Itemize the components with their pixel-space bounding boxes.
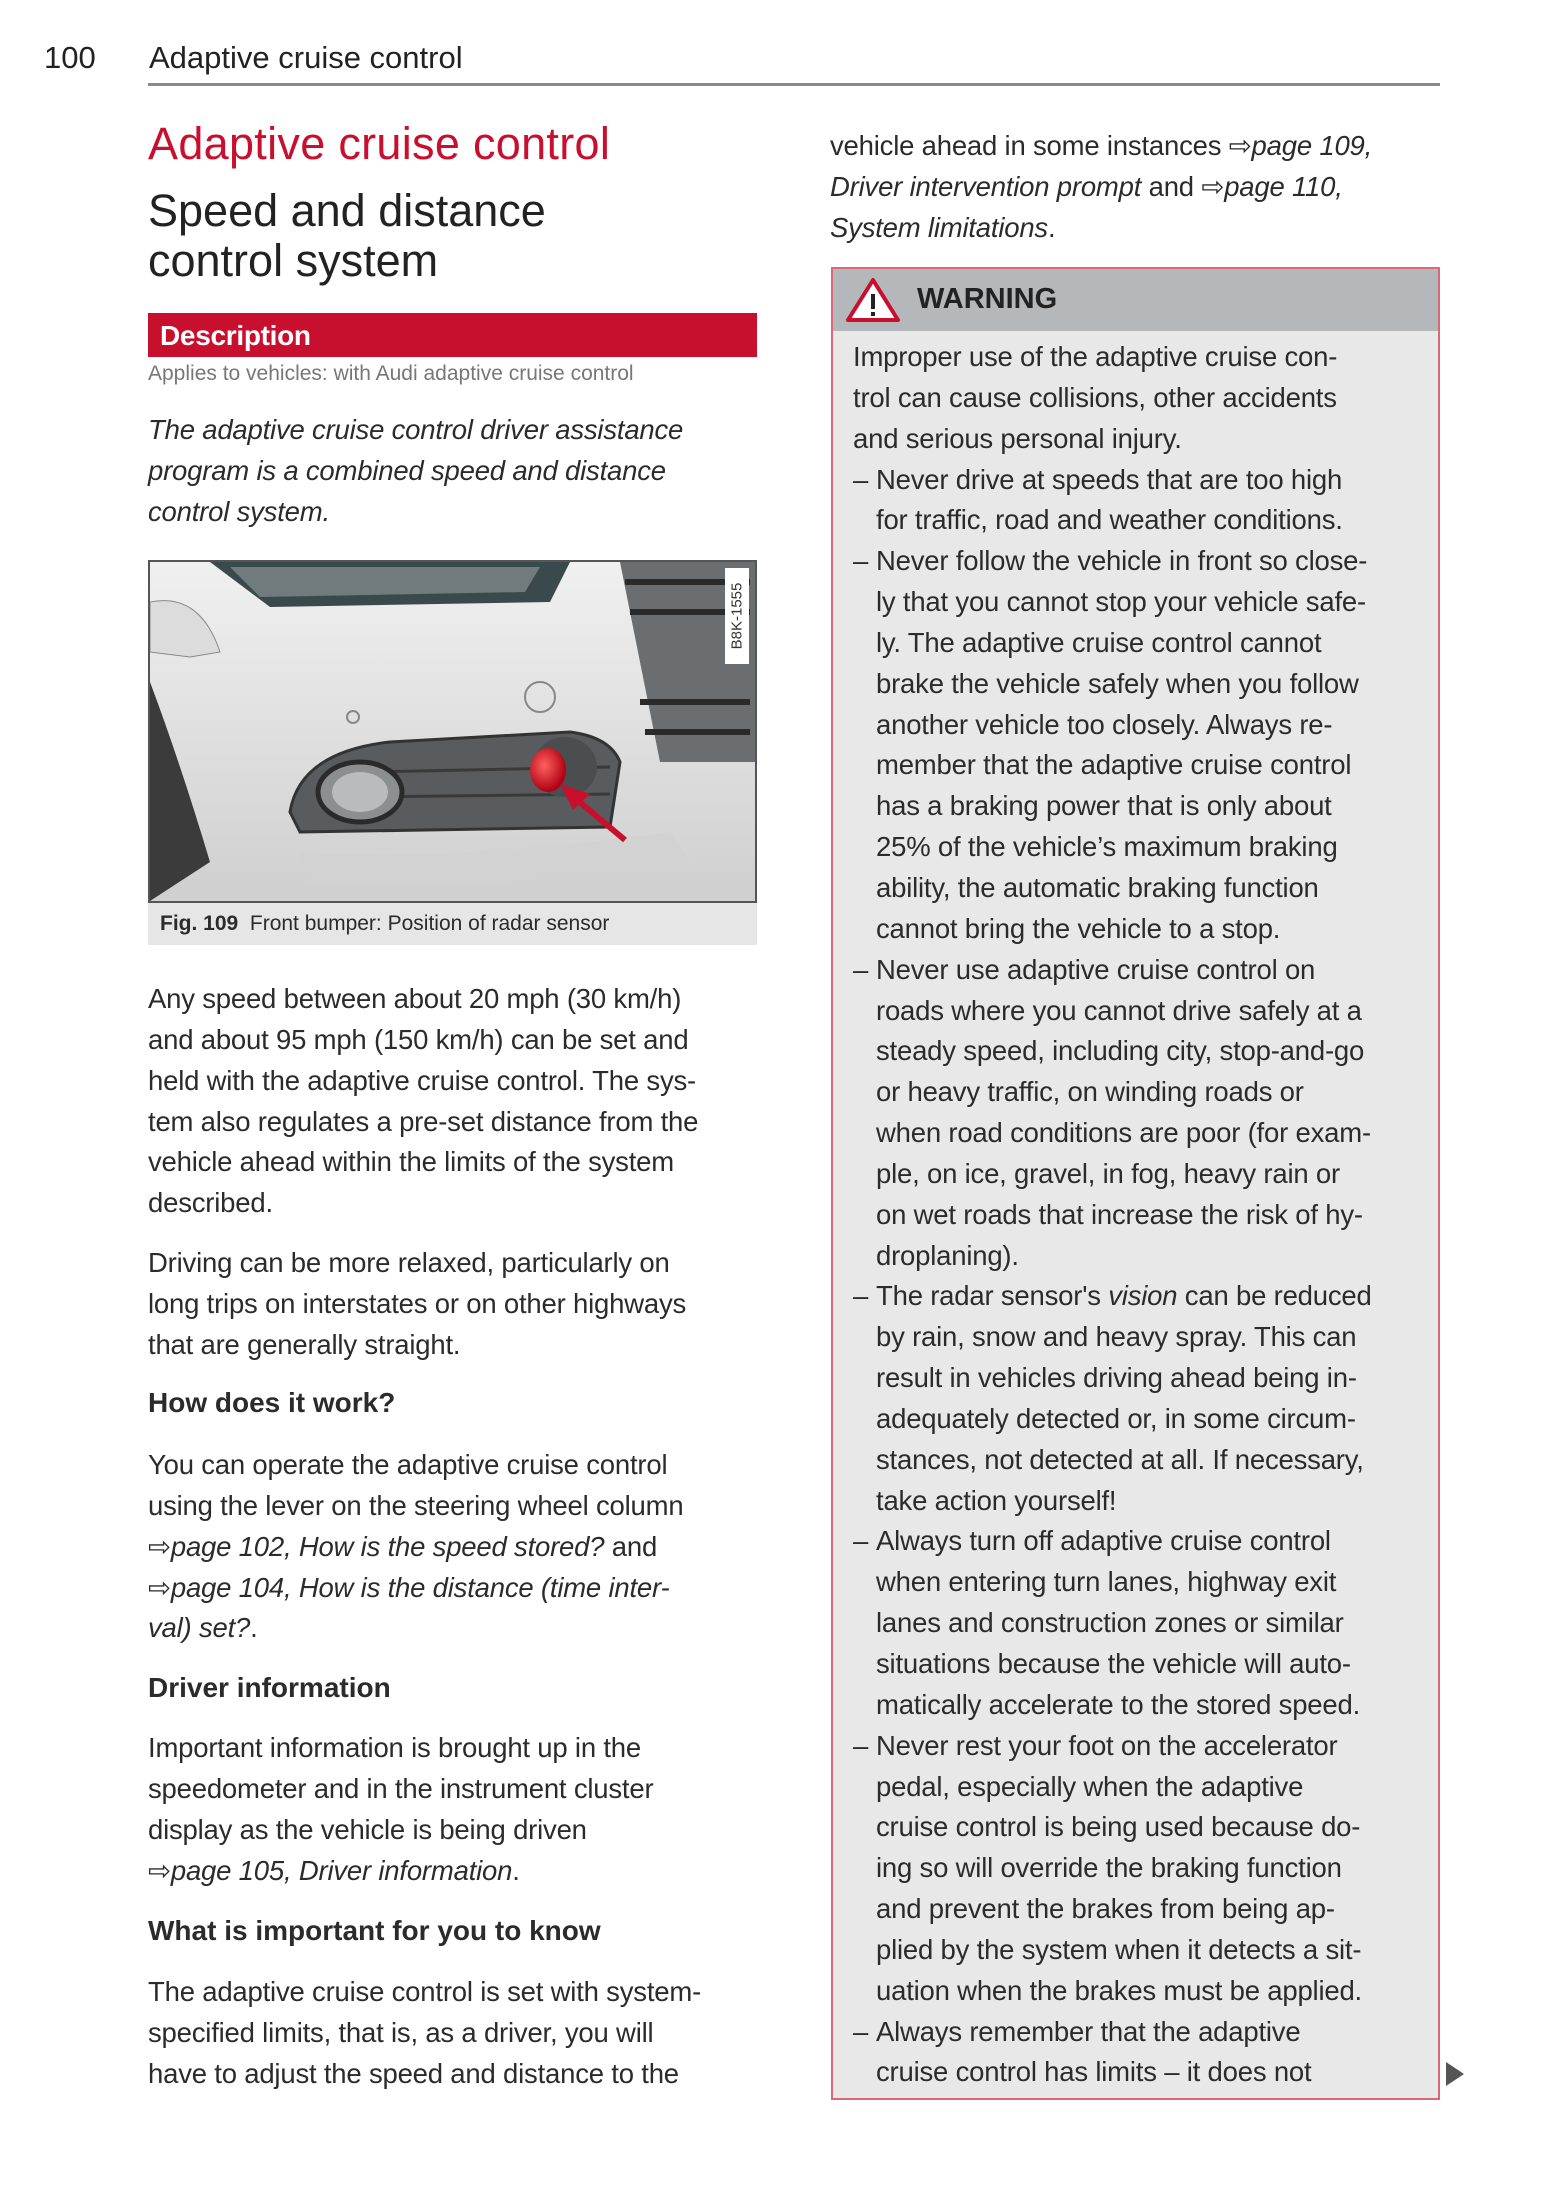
bullet-dash: –	[853, 545, 869, 577]
text-run: cannot bring the vehicle to a stop.	[876, 912, 1281, 944]
warning-bullet	[853, 2012, 1372, 2094]
warning-line	[876, 1848, 1372, 1889]
figure-caption-text: Front bumper: Position of radar sensor	[249, 912, 610, 935]
warning-line	[876, 1685, 1372, 1726]
text-run: another vehicle too closely. Always re-	[876, 708, 1333, 740]
warning-line	[876, 1644, 1372, 1685]
text-run: vehicle ahead in some instances ⇨	[830, 130, 1252, 161]
bumper-drawing	[150, 562, 755, 901]
text-run: by rain, snow and heavy spray. This can	[876, 1321, 1357, 1353]
text-line	[830, 167, 1372, 208]
text-line	[148, 1527, 683, 1568]
warning-bullet	[853, 1726, 1372, 2012]
text-run: Never drive at speeds that are too high	[876, 463, 1343, 495]
running-title: Adaptive cruise control	[149, 40, 463, 75]
text-run: when entering turn lanes, highway exit	[876, 1566, 1337, 1598]
text-line	[148, 1061, 698, 1102]
text-run: situations because the vehicle will auto-	[876, 1648, 1351, 1679]
text-run: trol can cause collisions, other accidents	[853, 381, 1337, 413]
warning-header	[833, 269, 1438, 331]
text-run: cruise control is being used because do-	[876, 1811, 1361, 1843]
text-run: lanes and construction zones or similar	[876, 1607, 1344, 1639]
warning-line	[876, 1031, 1372, 1072]
text-line	[148, 1851, 653, 1892]
warning-line	[876, 1236, 1372, 1277]
text-run: and serious personal injury.	[853, 422, 1182, 454]
text-run: ⇨	[148, 1530, 171, 1562]
text-run: display as the vehicle is being driven	[148, 1813, 587, 1845]
text-line	[148, 1445, 683, 1486]
figure-code	[725, 568, 749, 664]
warning-line	[876, 827, 1372, 868]
cross-reference-link: page 104, How is the distance (time inter-	[170, 1571, 670, 1603]
warning-bullet	[853, 541, 1372, 949]
text-line	[148, 979, 698, 1020]
cross-reference-link: page 105, Driver information	[170, 1854, 513, 1886]
text-run: Never rest your foot on the accelerator	[876, 1729, 1338, 1761]
bullet-dash: –	[853, 1729, 869, 1761]
cross-reference-link: vision	[1108, 1280, 1178, 1312]
text-line	[148, 1020, 698, 1061]
warning-line	[876, 1807, 1372, 1848]
text-run: matically accelerate to the stored speed.	[876, 1688, 1361, 1720]
text-line	[148, 1243, 686, 1284]
warning-line	[876, 1481, 1372, 1522]
text-run: The adaptive cruise control is set with system-	[148, 1976, 702, 2007]
text-run: can be reduced	[1177, 1280, 1372, 1312]
paragraph	[148, 979, 698, 1224]
text-line	[148, 1568, 683, 1609]
page-number: 100	[44, 40, 96, 75]
text-run: long trips on interstates or on other highways	[148, 1287, 687, 1319]
text-run: ability, the automatic braking function	[876, 871, 1319, 903]
intro-line	[148, 410, 683, 451]
paragraph	[148, 1445, 683, 1649]
cross-reference-link: program is a combined speed and distance	[148, 454, 666, 486]
warning-line	[876, 1767, 1372, 1808]
text-run: pedal, especially when the adaptive	[876, 1770, 1304, 1802]
cross-reference-link: System limitations	[830, 211, 1048, 243]
text-run: on wet roads that increase the risk of hy-	[876, 1198, 1363, 1230]
text-run: Important information is brought up in the	[148, 1732, 641, 1763]
chapter-title: Adaptive cruise control	[148, 118, 611, 169]
text-run: plied by the system when it detects a sit-	[876, 1933, 1362, 1965]
text-run: roads where you cannot drive safely at a	[876, 994, 1362, 1026]
text-run: have to adjust the speed and distance to the	[148, 2057, 679, 2089]
text-line	[148, 1284, 686, 1325]
figure-code-text: B8K-1555	[728, 582, 746, 650]
text-run: and prevent the brakes from being ap-	[876, 1893, 1335, 1925]
text-run: ⇨	[148, 1571, 171, 1603]
text-run: .	[512, 1854, 520, 1886]
subheading: How does it work?	[148, 1387, 396, 1418]
warning-line	[876, 745, 1372, 786]
text-line	[148, 1728, 653, 1769]
warning-line	[853, 378, 1372, 419]
text-run: ple, on ice, gravel, in fog, heavy rain or	[876, 1157, 1340, 1189]
warning-line	[876, 500, 1372, 541]
text-run: tem also regulates a pre-set distance from the	[148, 1105, 699, 1137]
cross-reference-link: The adaptive cruise control driver assistance	[148, 414, 684, 445]
text-line	[148, 1769, 653, 1810]
warning-line	[876, 786, 1372, 827]
bullet-dash: –	[853, 1280, 869, 1312]
text-line	[830, 208, 1372, 249]
warning-bullet	[853, 1276, 1372, 1521]
paragraph	[148, 1243, 686, 1366]
warning-line	[876, 1930, 1372, 1971]
warning-line	[876, 1399, 1372, 1440]
warning-bullet	[853, 460, 1372, 542]
warning-line	[876, 1072, 1372, 1113]
text-line	[148, 1102, 698, 1143]
bullet-dash: –	[853, 953, 869, 985]
warning-text	[853, 337, 1372, 2093]
text-run: Always turn off adaptive cruise control	[876, 1525, 1331, 1557]
subheading: Driver information	[148, 1672, 391, 1703]
intro-line	[148, 492, 683, 533]
text-run: .	[1048, 211, 1056, 243]
text-run: when road conditions are poor (for exam-	[876, 1117, 1371, 1149]
figure	[148, 560, 757, 945]
warning-line	[853, 419, 1372, 460]
paragraph	[148, 1972, 701, 2095]
cross-reference-link: page 102, How is the speed stored?	[170, 1530, 605, 1562]
text-line	[148, 2054, 701, 2095]
section-bar-label: Description	[160, 320, 311, 351]
warning-triangle-icon	[845, 277, 901, 323]
section-title-line: Speed and distance	[148, 185, 546, 236]
text-run: and about 95 mph (150 km/h) can be set and	[148, 1023, 689, 1055]
text-run: that are generally straight.	[148, 1328, 461, 1360]
cross-reference-link: Driver intervention prompt	[830, 170, 1142, 202]
text-run: has a braking power that is only about	[876, 790, 1332, 822]
text-line	[148, 1142, 698, 1183]
warning-line	[876, 991, 1372, 1032]
text-line	[148, 1608, 683, 1649]
text-run: steady speed, including city, stop-and-go	[876, 1035, 1365, 1067]
text-run: ing so will override the braking function	[876, 1852, 1342, 1884]
text-run: Driving can be more relaxed, particularly on	[148, 1247, 670, 1278]
cross-reference-link: val) set?	[148, 1612, 251, 1644]
bullet-dash: –	[853, 2015, 869, 2047]
text-run: member that the adaptive cruise control	[876, 749, 1352, 781]
cross-reference-link: control system.	[148, 495, 330, 527]
warning-line	[876, 950, 1372, 991]
text-run: uation when the brakes must be applied.	[876, 1974, 1362, 2006]
text-run: Never follow the vehicle in front so close-	[876, 545, 1368, 577]
warning-line	[876, 1562, 1372, 1603]
warning-line	[876, 1440, 1372, 1481]
text-run: brake the vehicle safely when you follow	[876, 667, 1359, 699]
warning-line	[876, 1113, 1372, 1154]
bullet-dash: –	[853, 463, 869, 495]
section-title	[148, 186, 546, 286]
text-line	[148, 1810, 653, 1851]
bumper-illustration	[148, 560, 757, 903]
text-run: and ⇨	[1141, 170, 1225, 202]
warning-line	[876, 705, 1372, 746]
intro-paragraph	[148, 410, 683, 533]
text-run: 25% of the vehicle’s maximum braking	[876, 831, 1338, 863]
warning-line	[876, 1358, 1372, 1399]
warning-line	[876, 1154, 1372, 1195]
text-run: adequately detected or, in some circum-	[876, 1402, 1356, 1434]
warning-line	[876, 2052, 1372, 2093]
text-run: using the lever on the steering wheel column	[148, 1489, 684, 1521]
warning-line	[876, 1276, 1372, 1317]
text-run: result in vehicles driving ahead being in-	[876, 1362, 1357, 1394]
text-line	[148, 2013, 701, 2054]
figure-label: Fig. 109	[160, 912, 239, 935]
cross-reference-link: page 109,	[1251, 130, 1373, 161]
text-line	[830, 126, 1372, 167]
warning-line	[876, 2012, 1372, 2053]
warning-label: WARNING	[917, 283, 1058, 315]
paragraph	[148, 1728, 653, 1891]
warning-line	[876, 623, 1372, 664]
warning-line	[876, 1971, 1372, 2012]
warning-line	[876, 1521, 1372, 1562]
cross-reference-link: page 110,	[1224, 170, 1343, 202]
warning-line	[876, 868, 1372, 909]
cross-reference-paragraph	[830, 126, 1372, 249]
text-run: or heavy traffic, on winding roads or	[876, 1076, 1304, 1108]
text-run: described.	[148, 1187, 273, 1219]
header-divider	[148, 83, 1440, 86]
applies-note: Applies to vehicles: with Audi adaptive cruise control	[148, 362, 634, 385]
warning-line	[876, 1603, 1372, 1644]
section-title-line: control system	[148, 235, 439, 286]
warning-line	[876, 1889, 1372, 1930]
figure-caption	[148, 903, 757, 945]
bullet-dash: –	[853, 1525, 869, 1557]
warning-line	[876, 1195, 1372, 1236]
text-line	[148, 1325, 686, 1366]
subheading: What is important for you to know	[148, 1915, 601, 1946]
warning-line	[876, 909, 1372, 950]
warning-line	[876, 1726, 1372, 1767]
text-line	[148, 1486, 683, 1527]
text-run: ⇨	[148, 1854, 171, 1886]
text-run: ly that you cannot stop your vehicle safe-	[876, 586, 1366, 618]
text-run: Improper use of the adaptive cruise con-	[853, 341, 1338, 372]
section-bar	[148, 313, 757, 357]
text-run: vehicle ahead within the limits of the system	[148, 1146, 674, 1178]
warning-box	[831, 267, 1440, 2100]
text-run: You can operate the adaptive cruise control	[148, 1449, 668, 1480]
text-run: cruise control has limits – it does not	[876, 2056, 1312, 2088]
warning-bullet	[853, 950, 1372, 1277]
text-run: Any speed between about 20 mph (30 km/h)	[148, 983, 682, 1014]
text-run: ly. The adaptive cruise control cannot	[876, 626, 1322, 658]
text-run: Never use adaptive cruise control on	[876, 953, 1316, 985]
warning-bullet	[853, 1521, 1372, 1725]
warning-line	[853, 337, 1372, 378]
text-run: stances, not detected at all. If necessary,	[876, 1443, 1364, 1475]
text-run: specified limits, that is, as a driver, you will	[148, 2016, 654, 2048]
text-run: Always remember that the adaptive	[876, 2015, 1301, 2047]
text-run: The radar sensor's	[876, 1280, 1109, 1312]
text-line	[148, 1183, 698, 1224]
warning-line	[876, 664, 1372, 705]
continue-arrow-icon	[1446, 2062, 1464, 2086]
text-run: held with the adaptive cruise control. The sys-	[148, 1064, 697, 1096]
warning-line	[876, 541, 1372, 582]
text-line	[148, 1972, 701, 2013]
intro-line	[148, 451, 683, 492]
text-run: for traffic, road and weather conditions.	[876, 504, 1343, 536]
warning-line	[876, 582, 1372, 623]
text-run: and	[604, 1530, 658, 1562]
text-run: .	[250, 1612, 258, 1644]
text-run: speedometer and in the instrument cluster	[148, 1772, 654, 1804]
warning-line	[876, 1317, 1372, 1358]
text-run: take action yourself!	[876, 1484, 1117, 1516]
warning-line	[876, 460, 1372, 501]
text-run: droplaning).	[876, 1239, 1019, 1271]
